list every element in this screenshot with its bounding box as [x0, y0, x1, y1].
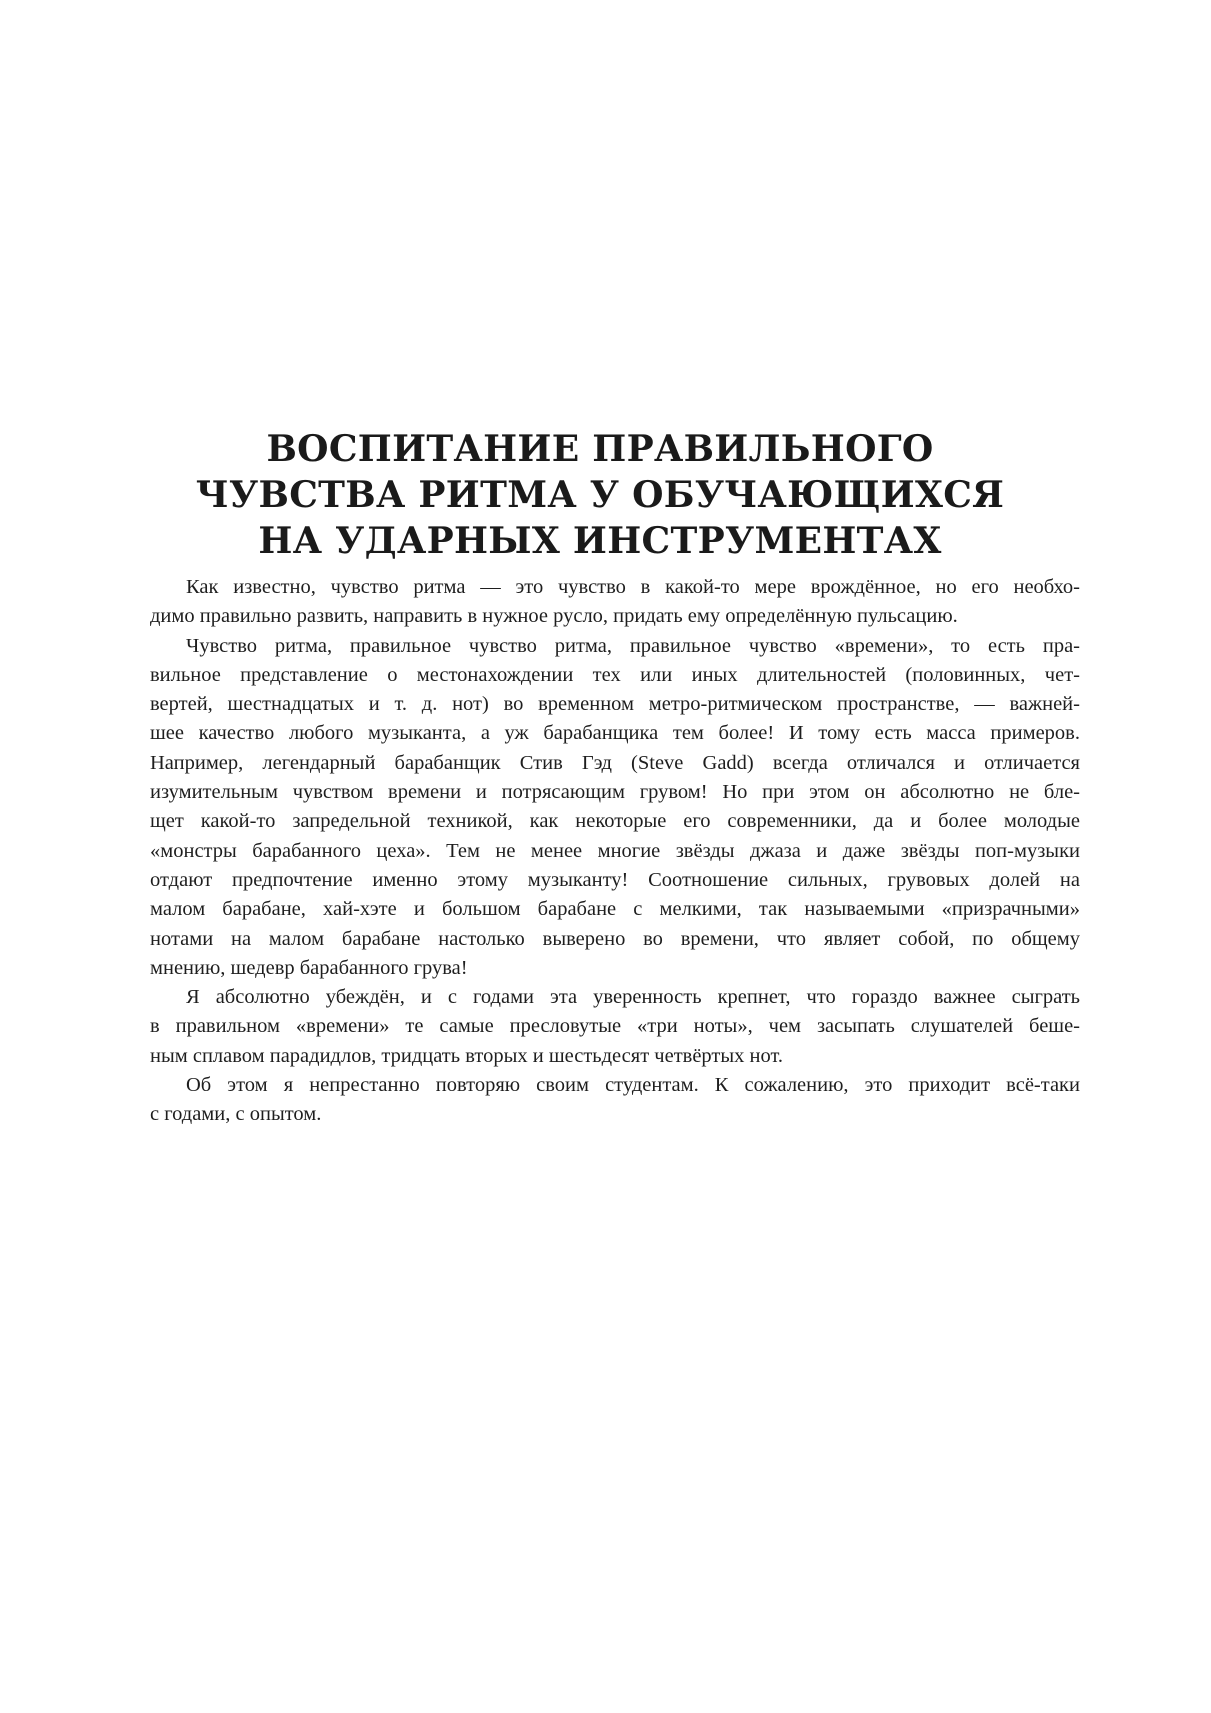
chapter-title-line-3: НА УДАРНЫХ ИНСТРУМЕНТАХ: [258, 520, 942, 562]
paragraph-line: малом барабане, хай-хэте и большом барабане с мелкими, так называемыми «призрачными»: [150, 898, 1080, 921]
paragraph-line: в правильном «времени» те самые пресловутые «три ноты», чем засыпать слушателей беше-: [150, 1015, 1080, 1038]
paragraph-line: мнению, шедевр барабанного грува!: [150, 956, 468, 979]
paragraph-line: отдают предпочтение именно этому музыканту! Соотношение сильных, грувовых долей на: [150, 868, 1080, 891]
paragraph-line: вильное представление о местонахождении тех или иных длительностей (половинных, чет-: [150, 663, 1080, 686]
chapter-title-line-1: ВОСПИТАНИЕ ПРАВИЛЬНОГО: [266, 428, 934, 470]
chapter-title-line-2: ЧУВСТВА РИТМА У ОБУЧАЮЩИХСЯ: [195, 474, 1005, 516]
paragraph-1: [150, 573, 1080, 632]
paragraph-line: Как известно, чувство ритма — это чувство в какой-то мере врождённое, но его необхо-: [186, 576, 1080, 598]
paragraph-line: с годами, с опытом.: [150, 1103, 322, 1126]
paragraph-3: [150, 983, 1080, 1071]
paragraph-line: вертей, шестнадцатых и т. д. нот) во временном метро-ритмическом пространстве, — важней-: [150, 693, 1080, 716]
paragraph-line: нотами на малом барабане настолько выверено во времени, что являет собой, по общему: [150, 927, 1080, 950]
paragraph-line: шее качество любого музыканта, а уж барабанщика тем более! И тому есть масса примеров.: [150, 722, 1080, 745]
paragraph-line: Чувство ритма, правильное чувство ритма, правильное чувство «времени», то есть пра-: [186, 634, 1080, 657]
paragraph-4: [150, 1071, 1080, 1130]
body-text: [150, 573, 1080, 1130]
paragraph-line: щет какой-то запредельной техникой, как некоторые его современники, да и более молодые: [150, 810, 1080, 833]
paragraph-line: Например, легендарный барабанщик Стив Гэд (Steve Gadd) всегда отличался и отличается: [150, 751, 1080, 774]
paragraph-line: изумительным чувством времени и потрясающим грувом! Но при этом он абсолютно не бле-: [150, 781, 1080, 804]
paragraph-line: Я абсолютно убеждён, и с годами эта уверенность крепнет, что гораздо важнее сыграть: [186, 986, 1080, 1009]
paragraph-2: [150, 632, 1080, 984]
chapter-title: [150, 426, 1050, 564]
paragraph-line: димо правильно развить, направить в нужное русло, придать ему определённую пульсацию.: [150, 605, 958, 628]
paragraph-line: ным сплавом парадидлов, тридцать вторых и шестьдесят четвёртых нот.: [150, 1044, 784, 1067]
paragraph-line: Об этом я непрестанно повторяю своим студентам. К сожалению, это приходит всё-таки: [186, 1074, 1080, 1097]
paragraph-line: «монстры барабанного цеха». Тем не менее многие звёзды джаза и даже звёзды поп-музыки: [150, 839, 1080, 862]
